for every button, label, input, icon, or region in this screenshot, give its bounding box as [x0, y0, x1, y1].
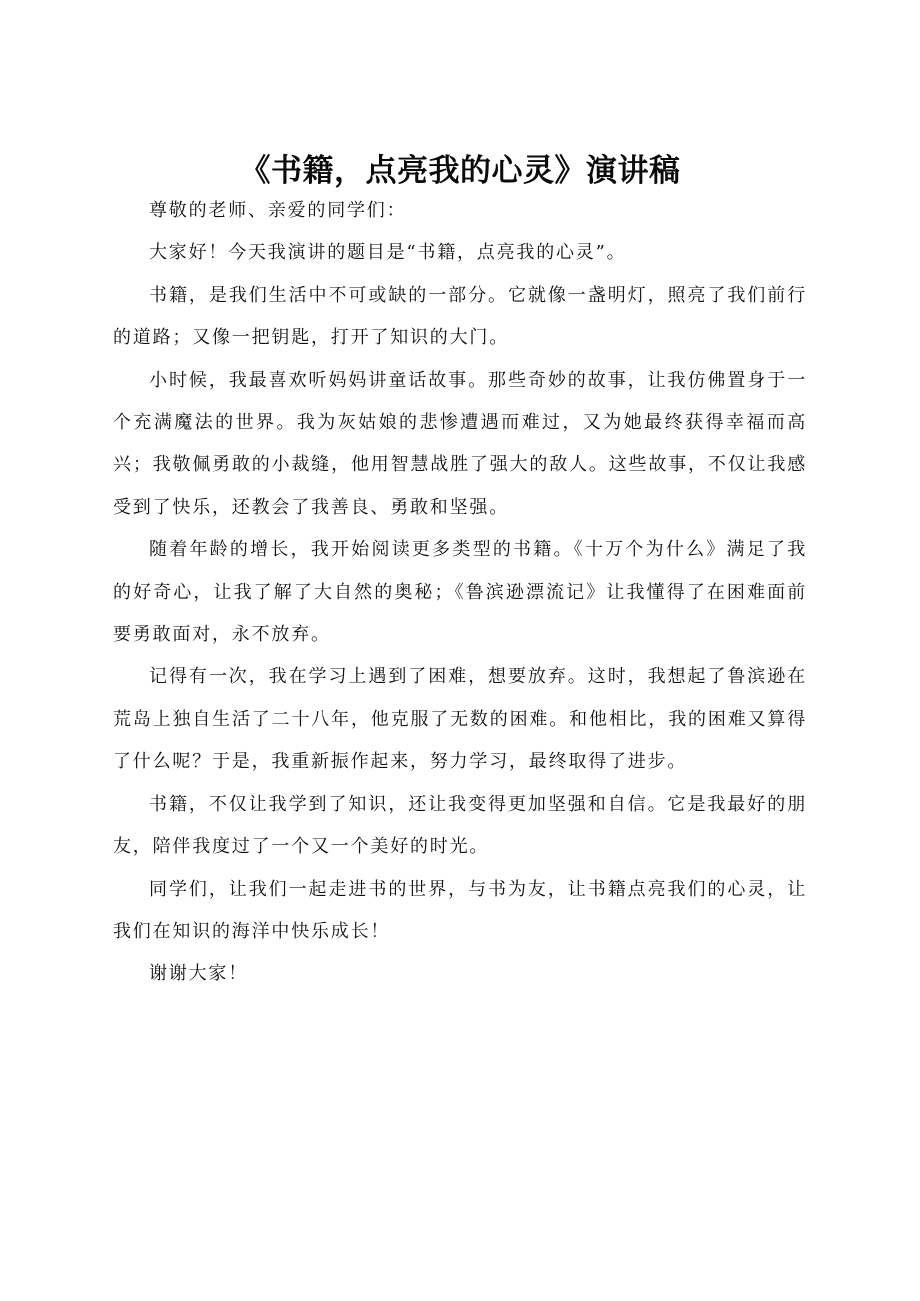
paragraph-books-friend: 书籍，不仅让我学到了知识，还让我变得更加坚强和自信。它是我最好的朋友，陪伴我度过了一个又一个美好的时光。 [113, 793, 807, 858]
paragraph-call-to-action: 同学们，让我们一起走进书的世界，与书为友，让书籍点亮我们的心灵，让我们在知识的海洋中快乐成长！ [113, 878, 807, 942]
paragraph-salutation: 尊敬的老师、亲爱的同学们： [149, 200, 407, 221]
paragraph-growing-up: 随着年龄的增长，我开始阅读更多类型的书籍。《十万个为什么》满足了我的好奇心，让我了解了大自然的奥秘；《鲁滨逊漂流记》让我懂得了在困难面前要勇敢面对，永不放弃。 [113, 539, 807, 646]
paragraph-thanks: 谢谢大家！ [149, 963, 248, 985]
paragraph-books-intro: 书籍，是我们生活中不可或缺的一部分。它就像一盏明灯，照亮了我们前行的道路；又像一把钥匙，打开了知识的大门。 [113, 284, 807, 349]
paragraph-childhood: 小时候，我最喜欢听妈妈讲童话故事。那些奇妙的故事，让我仿佛置身于一个充满魔法的世界。我为灰姑娘的悲惨遭遇而难过，又为她最终获得幸福而高兴；我敬佩勇敢的小裁缝，他用智慧战胜了强大的敌人。这些故事，不仅让我感受到了快乐，还教会了我善良、勇敢和坚强。 [113, 369, 807, 518]
document-body [113, 190, 807, 996]
paragraph-greeting: 大家好！今天我演讲的题目是“书籍，点亮我的心灵”。 [149, 242, 627, 264]
document-title: 《书籍，点亮我的心灵》演讲稿 [239, 152, 681, 189]
paragraph-difficulty: 记得有一次，我在学习上遇到了困难，想要放弃。这时，我想起了鲁滨逊在荒岛上独自生活了二十八年，他克服了无数的困难。和他相比，我的困难又算得了什么呢？于是，我重新振作起来，努力学习，最终取得了进步。 [113, 666, 807, 773]
